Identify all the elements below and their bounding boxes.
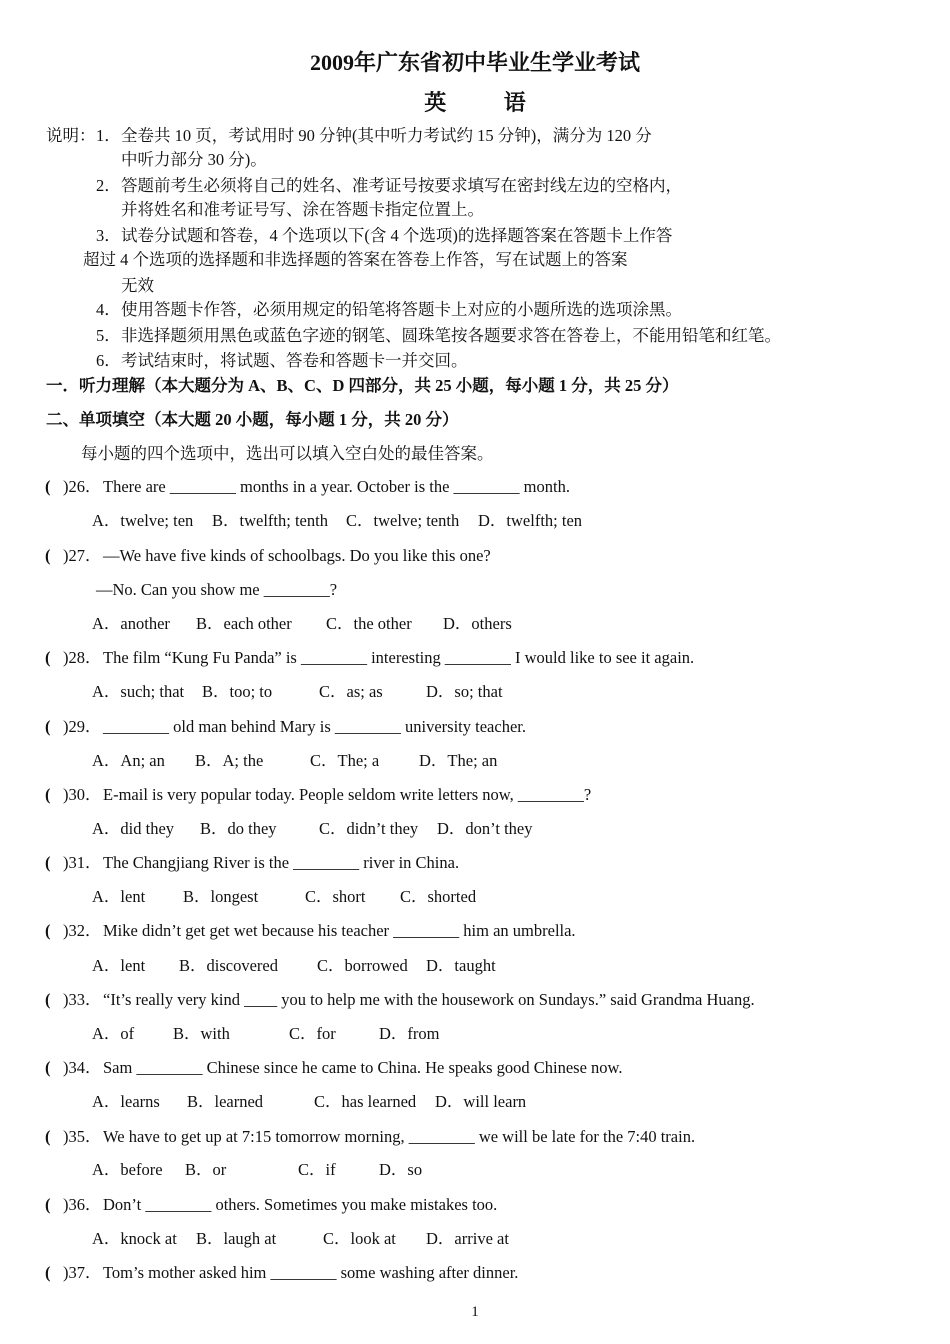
question-text: We have to get up at 7:15 tomorrow morning, ________ we will be late for the 7:40 train. [103, 1127, 696, 1146]
instruction-number: 6． [96, 351, 121, 370]
answer-option: A．such; that [92, 682, 185, 701]
answer-option: D．so; that [426, 682, 503, 701]
section-heading-single-choice: 二、单项填空（本大题 20 小题，每小题 1 分，共 20 分） [46, 410, 459, 429]
answer-paren: ( [45, 648, 51, 667]
page-number: 1 [471, 1304, 479, 1320]
question-text: Mike didn’t get get wet because his teacher ________ him an umbrella. [103, 921, 576, 940]
question-number: )34． [63, 1058, 102, 1077]
instruction-text: 超过 4 个选项的选择题和非选择题的答案在答卷上作答，写在试题上的答案 [83, 250, 628, 269]
answer-option: D．arrive at [426, 1229, 509, 1248]
question-text: —We have five kinds of schoolbags. Do you like this one? [103, 546, 491, 565]
answer-paren: ( [45, 717, 51, 736]
question-number: )37． [63, 1263, 102, 1282]
instruction-text: 试卷分试题和答卷，4 个选项以下(含 4 个选项)的选择题答案在答题卡上作答 [121, 226, 673, 245]
answer-option: A．lent [92, 887, 146, 906]
section-note: 每小题的四个选项中，选出可以填入空白处的最佳答案。 [81, 444, 494, 463]
answer-paren: ( [45, 785, 51, 804]
question-number: )33． [63, 990, 102, 1009]
answer-option: D．so [379, 1160, 423, 1179]
question-number: )28． [63, 648, 102, 667]
question-text: E-mail is very popular today. People seldom write letters now, ________? [103, 785, 592, 804]
answer-option: A．knock at [92, 1229, 177, 1248]
answer-paren: ( [45, 1195, 51, 1214]
answer-option: A．before [92, 1160, 163, 1179]
answer-option: A．lent [92, 956, 146, 975]
section-heading-listening: 一．听力理解（本大题分为 A、B、C、D 四部分，共 25 小题，每小题 1 分，共 25 分） [46, 376, 679, 395]
answer-option: A．twelve; ten [92, 511, 194, 530]
answer-option: C．has learned [314, 1092, 417, 1111]
question-number: )31． [63, 853, 102, 872]
instruction-text: 中听力部分 30 分)。 [121, 150, 267, 169]
question-text: “It’s really very kind ____ you to help me with the housework on Sundays.” said Grandma Huang. [103, 990, 755, 1009]
instruction-text: 使用答题卡作答，必须用规定的铅笔将答题卡上对应的小题所选的选项涂黑。 [121, 300, 682, 319]
instruction-number: 1． [96, 126, 121, 145]
instruction-number: 3． [96, 226, 121, 245]
instruction-text: 无效 [121, 276, 154, 295]
answer-option: A．An; an [92, 751, 165, 770]
question-number: )26． [63, 477, 102, 496]
question-text: The film “Kung Fu Panda” is ________ interesting ________ I would like to see it again. [103, 648, 695, 667]
answer-option: B．A; the [195, 751, 264, 770]
question-text: Don’t ________ others. Sometimes you make mistakes too. [103, 1195, 498, 1214]
answer-paren: ( [45, 546, 51, 565]
answer-paren: ( [45, 1263, 51, 1282]
answer-option: D．twelfth; ten [478, 511, 583, 530]
answer-option: D．don’t they [437, 819, 533, 838]
answer-option: C．didn’t they [319, 819, 419, 838]
answer-option: B．learned [187, 1092, 264, 1111]
answer-option: C．as; as [319, 682, 383, 701]
instruction-text: 考试结束时，将试题、答卷和答题卡一并交回。 [121, 351, 468, 370]
answer-paren: ( [45, 1127, 51, 1146]
answer-option: C．borrowed [317, 956, 408, 975]
answer-option: A．learns [92, 1092, 160, 1111]
answer-option: C．the other [326, 614, 412, 633]
answer-paren: ( [45, 853, 51, 872]
answer-option: C．if [298, 1160, 336, 1179]
answer-option: C．for [289, 1024, 336, 1043]
question-number: )35． [63, 1127, 102, 1146]
answer-option: C．look at [323, 1229, 396, 1248]
answer-option: B．each other [196, 614, 292, 633]
instruction-number: 5． [96, 326, 121, 345]
answer-option: D．others [443, 614, 512, 633]
answer-paren: ( [45, 1058, 51, 1077]
instructions-label: 说明： [46, 126, 96, 145]
instruction-text: 答题前考生必须将自己的姓名、准考证号按要求填写在密封线左边的空格内， [121, 176, 682, 195]
question-text: The Changjiang River is the ________ river in China. [103, 853, 460, 872]
answer-option: B．do they [200, 819, 277, 838]
instruction-text: 非选择题须用黑色或蓝色字迹的钢笔、圆珠笔按各题要求答在答卷上，不能用铅笔和红笔。 [121, 326, 781, 345]
answer-option: C．The; a [310, 751, 380, 770]
instruction-number: 2． [96, 176, 121, 195]
question-text: Sam ________ Chinese since he came to China. He speaks good Chinese now. [103, 1058, 623, 1077]
answer-option: B．twelfth; tenth [212, 511, 328, 530]
answer-paren: ( [45, 477, 51, 496]
page-title: 2009年广东省初中毕业生学业考试 [309, 50, 640, 75]
question-number: )27． [63, 546, 102, 565]
question-text: Tom’s mother asked him ________ some washing after dinner. [103, 1263, 519, 1282]
answer-option: C．shorted [400, 887, 477, 906]
answer-option: B．or [185, 1160, 227, 1179]
answer-option: A．did they [92, 819, 175, 838]
answer-option: D．from [379, 1024, 440, 1043]
question-number: )36． [63, 1195, 102, 1214]
question-text: There are ________ months in a year. October is the ________ month. [103, 477, 570, 496]
instruction-number: 4． [96, 300, 121, 319]
answer-paren: ( [45, 921, 51, 940]
question-number: )30． [63, 785, 102, 804]
question-number: )29． [63, 717, 102, 736]
answer-paren: ( [45, 990, 51, 1009]
question-text: ________ old man behind Mary is ________ university teacher. [103, 717, 526, 736]
answer-option: D．will learn [435, 1092, 527, 1111]
answer-option: C．twelve; tenth [346, 511, 460, 530]
instruction-text: 全卷共 10 页，考试用时 90 分钟(其中听力考试约 15 分钟)，满分为 120 分 [121, 126, 652, 145]
answer-option: A．another [92, 614, 170, 633]
answer-option: D．The; an [419, 751, 498, 770]
answer-option: B．too; to [202, 682, 273, 701]
answer-option: A．of [92, 1024, 135, 1043]
answer-option: B．laugh at [196, 1229, 277, 1248]
answer-option: D．taught [426, 956, 496, 975]
answer-option: C．short [305, 887, 366, 906]
answer-option: B．longest [183, 887, 259, 906]
subject-title: 英 语 [424, 90, 552, 115]
instruction-text: 并将姓名和准考证号写、涂在答题卡指定位置上。 [121, 200, 484, 219]
question-text-continued: —No. Can you show me ________? [96, 580, 338, 599]
answer-option: B．with [173, 1024, 230, 1043]
answer-option: B．discovered [179, 956, 278, 975]
question-number: )32． [63, 921, 102, 940]
